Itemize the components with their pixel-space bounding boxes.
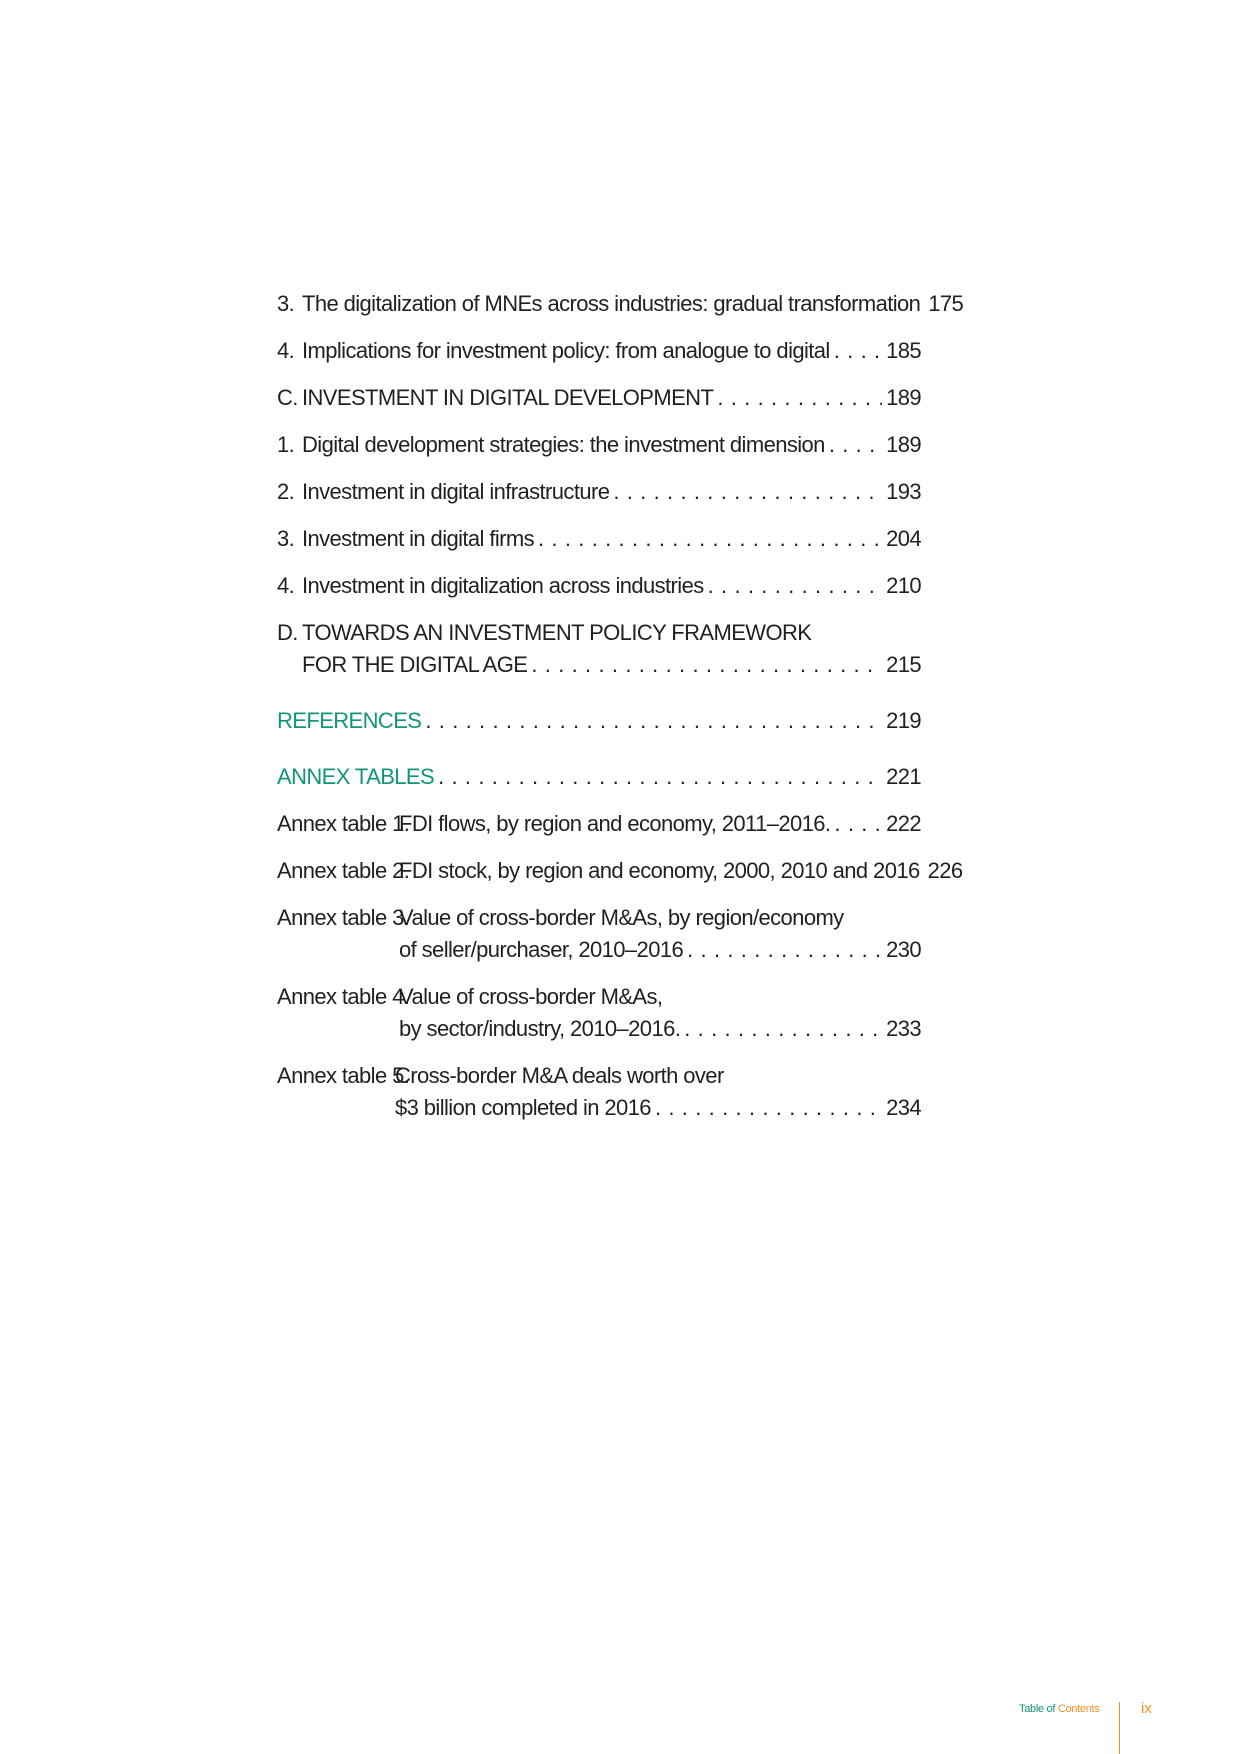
toc-annex-table-3[interactable] xyxy=(277,902,921,966)
toc-entry-title-line1: Cross-border M&A deals worth over xyxy=(395,1063,724,1088)
toc-entry-title: INVESTMENT IN DIGITAL DEVELOPMENT xyxy=(302,385,714,410)
toc-entry-number: 1. xyxy=(277,432,295,457)
toc-entry-page: 230 xyxy=(886,937,921,962)
annex-table-label: Annex table 5. xyxy=(277,1063,410,1088)
toc-section-c[interactable] xyxy=(277,382,921,414)
annex-table-label: Annex table 1. xyxy=(277,811,410,836)
toc-entry-investment-policy-implications[interactable] xyxy=(277,335,921,367)
toc-annex-table-2[interactable] xyxy=(277,855,963,887)
toc-annex-tables[interactable] xyxy=(277,761,921,793)
toc-entry-page: 219 xyxy=(886,708,921,733)
annex-table-label: Annex table 3. xyxy=(277,905,410,930)
leader-dots xyxy=(829,429,882,461)
toc-entry-title: ANNEX TABLES xyxy=(277,764,435,789)
toc-entry-page: 222 xyxy=(886,811,921,836)
toc-entry-page: 210 xyxy=(886,573,921,598)
leader-dots xyxy=(687,934,882,966)
leader-dots xyxy=(425,705,882,737)
leader-dots xyxy=(834,808,882,840)
leader-dots xyxy=(531,649,882,681)
toc-entry-page: 234 xyxy=(886,1095,921,1120)
toc-entry-digitalization-industries[interactable] xyxy=(277,570,921,602)
leader-dots xyxy=(538,523,882,555)
footer-divider xyxy=(1119,1702,1120,1754)
toc-entry-number: 3. xyxy=(277,526,295,551)
toc-entry-title: FDI stock, by region and economy, 2000, 2010 and 2016 xyxy=(399,858,920,883)
leader-dots xyxy=(717,382,882,414)
toc-entry-title-line2: by sector/industry, 2010–2016. xyxy=(399,1016,681,1041)
footer-label-part1: Table of xyxy=(1019,1703,1058,1715)
toc-entry-title: Investment in digital infrastructure xyxy=(302,479,610,504)
toc-section-d[interactable] xyxy=(277,617,921,681)
toc-entry-page: 226 xyxy=(927,858,963,883)
toc-annex-table-4[interactable] xyxy=(277,981,921,1045)
toc-entry-number: 4. xyxy=(277,573,295,598)
footer-section-label xyxy=(1019,1703,1100,1715)
toc-entry-page: 189 xyxy=(886,385,921,410)
toc-entry-number: 4. xyxy=(277,338,295,363)
leader-dots xyxy=(684,1013,882,1045)
toc-annex-table-5[interactable] xyxy=(277,1060,921,1124)
toc-entry-title-line2: of seller/purchaser, 2010–2016 xyxy=(399,937,684,962)
toc-entry-number: 2. xyxy=(277,479,295,504)
annex-table-label: Annex table 4. xyxy=(277,984,410,1009)
toc-entry-title: FDI flows, by region and economy, 2011–2016. xyxy=(399,811,831,836)
toc-entry-page: 204 xyxy=(886,526,921,551)
leader-dots xyxy=(834,335,882,367)
toc-entry-title: Digital development strategies: the investment dimension xyxy=(302,432,825,457)
toc-entry-title-line1: Value of cross-border M&As, xyxy=(399,984,663,1009)
toc-entry-page: 185 xyxy=(886,338,921,363)
toc-references[interactable] xyxy=(277,705,921,737)
toc-entry-page: 233 xyxy=(886,1016,921,1041)
toc-entry-number: 3. xyxy=(277,291,295,316)
toc-entry-number: C. xyxy=(277,385,298,410)
page-number: ix xyxy=(1141,1700,1152,1717)
toc-entry-title: Implications for investment policy: from analogue to digital xyxy=(302,338,830,363)
toc-entry-title: Investment in digital firms xyxy=(302,526,534,551)
toc-entry-digitalization-mnes[interactable] xyxy=(277,288,964,320)
toc-entry-page: 221 xyxy=(886,764,921,789)
toc-annex-table-1[interactable] xyxy=(277,808,921,840)
toc-entry-title-line2: $3 billion completed in 2016 xyxy=(395,1095,651,1120)
leader-dots xyxy=(613,476,882,508)
table-of-contents xyxy=(277,288,964,1139)
annex-table-label: Annex table 2. xyxy=(277,858,410,883)
toc-entry-title-line2: FOR THE DIGITAL AGE xyxy=(302,652,528,677)
toc-entry-number: D. xyxy=(277,620,298,645)
toc-entry-title-line1: Value of cross-border M&As, by region/economy xyxy=(399,905,844,930)
toc-entry-title: REFERENCES xyxy=(277,708,422,733)
leader-dots xyxy=(708,570,882,602)
toc-entry-digital-development-strategies[interactable] xyxy=(277,429,921,461)
page-footer xyxy=(0,1694,1240,1754)
leader-dots xyxy=(655,1092,882,1124)
toc-entry-digital-infrastructure[interactable] xyxy=(277,476,921,508)
toc-entry-title-line1: TOWARDS AN INVESTMENT POLICY FRAMEWORK xyxy=(302,620,812,645)
footer-label-part2: Contents xyxy=(1057,1703,1100,1715)
toc-entry-page: 189 xyxy=(886,432,921,457)
toc-entry-title: Investment in digitalization across industries xyxy=(302,573,704,598)
toc-entry-page: 193 xyxy=(886,479,921,504)
leader-dots xyxy=(438,761,882,793)
toc-entry-page: 215 xyxy=(886,652,921,677)
toc-entry-digital-firms[interactable] xyxy=(277,523,921,555)
toc-entry-page: 175 xyxy=(928,291,964,316)
toc-entry-title: The digitalization of MNEs across industries: gradual transformation xyxy=(302,291,921,316)
